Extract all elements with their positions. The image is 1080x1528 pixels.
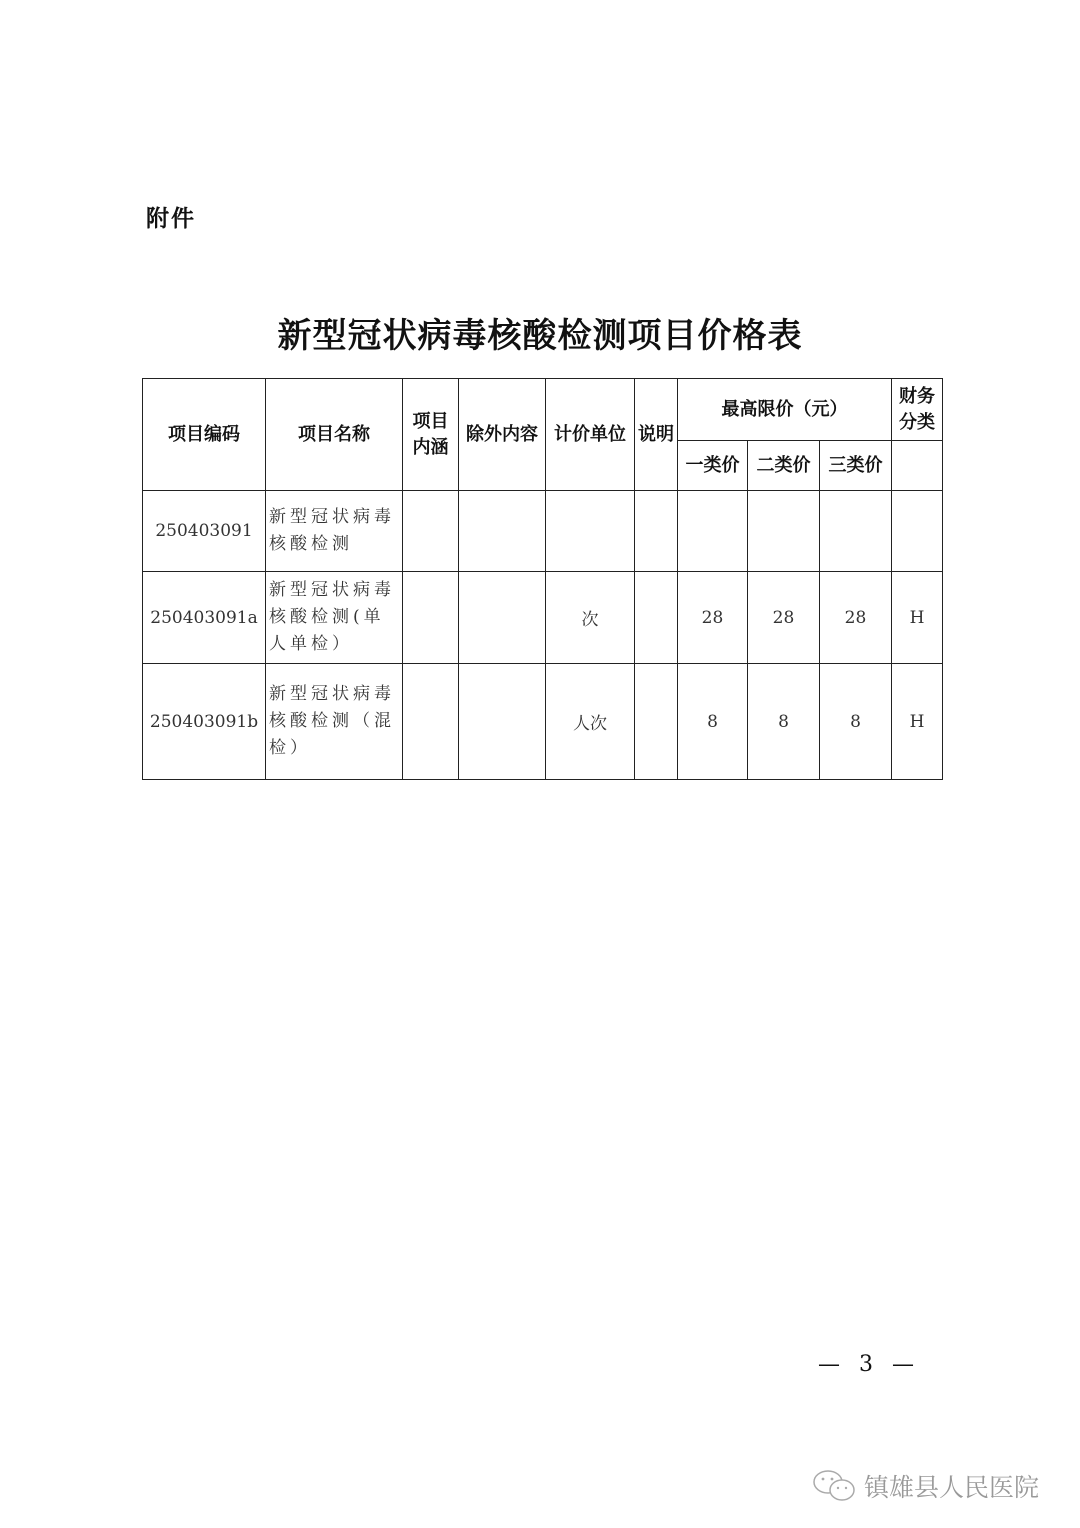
cell-unit: 人次 bbox=[546, 664, 635, 780]
cell-name: 新型冠状病毒核酸检测 bbox=[266, 491, 403, 572]
cell-tier3: 8 bbox=[820, 664, 892, 780]
header-exclusions: 除外内容 bbox=[459, 379, 546, 491]
header-content-text: 项目内涵 bbox=[412, 410, 449, 458]
attachment-label: 附件 bbox=[146, 206, 196, 232]
cell-unit: 次 bbox=[546, 572, 635, 664]
cell-tier3 bbox=[820, 491, 892, 572]
page-number: — 3 — bbox=[818, 1352, 920, 1377]
header-tier3: 三类价 bbox=[820, 441, 892, 491]
cell-tier2: 28 bbox=[748, 572, 820, 664]
cell-tier2: 8 bbox=[748, 664, 820, 780]
cell-tier1: 8 bbox=[678, 664, 748, 780]
header-content bbox=[403, 379, 459, 491]
header-max-price: 最高限价（元） bbox=[678, 379, 892, 441]
cell-unit bbox=[546, 491, 635, 572]
cell-name: 新型冠状病毒核酸检测（混检） bbox=[266, 664, 403, 780]
cell-tier1: 28 bbox=[678, 572, 748, 664]
cell-note bbox=[635, 572, 678, 664]
table-row bbox=[143, 664, 943, 780]
watermark bbox=[812, 1468, 1039, 1504]
cell-code: 250403091b bbox=[143, 664, 266, 780]
header-code: 项目编码 bbox=[143, 379, 266, 491]
cell-tier3: 28 bbox=[820, 572, 892, 664]
header-note: 说明 bbox=[635, 379, 678, 491]
header-unit: 计价单位 bbox=[546, 379, 635, 491]
header-tier2: 二类价 bbox=[748, 441, 820, 491]
price-table bbox=[142, 378, 943, 780]
cell-content bbox=[403, 491, 459, 572]
cell-code: 250403091a bbox=[143, 572, 266, 664]
cell-exclusions bbox=[459, 572, 546, 664]
document-title: 新型冠状病毒核酸检测项目价格表 bbox=[277, 316, 803, 356]
cell-exclusions bbox=[459, 491, 546, 572]
table-row bbox=[143, 491, 943, 572]
cell-note bbox=[635, 664, 678, 780]
cell-tier1 bbox=[678, 491, 748, 572]
cell-name: 新型冠状病毒核酸检测(单人单检） bbox=[266, 572, 403, 664]
cell-content bbox=[403, 572, 459, 664]
cell-finance bbox=[892, 491, 943, 572]
cell-tier2 bbox=[748, 491, 820, 572]
header-tier1: 一类价 bbox=[678, 441, 748, 491]
cell-content bbox=[403, 664, 459, 780]
cell-finance: H bbox=[892, 664, 943, 780]
cell-finance: H bbox=[892, 572, 943, 664]
header-finance-text: 财务分类 bbox=[899, 385, 935, 433]
header-name: 项目名称 bbox=[266, 379, 403, 491]
table-row bbox=[143, 572, 943, 664]
cell-exclusions bbox=[459, 664, 546, 780]
wechat-icon bbox=[812, 1469, 858, 1503]
header-finance-empty bbox=[892, 441, 943, 491]
watermark-text: 镇雄县人民医院 bbox=[864, 1473, 1040, 1502]
header-finance bbox=[892, 379, 943, 441]
cell-code: 250403091 bbox=[143, 491, 266, 572]
cell-note bbox=[635, 491, 678, 572]
